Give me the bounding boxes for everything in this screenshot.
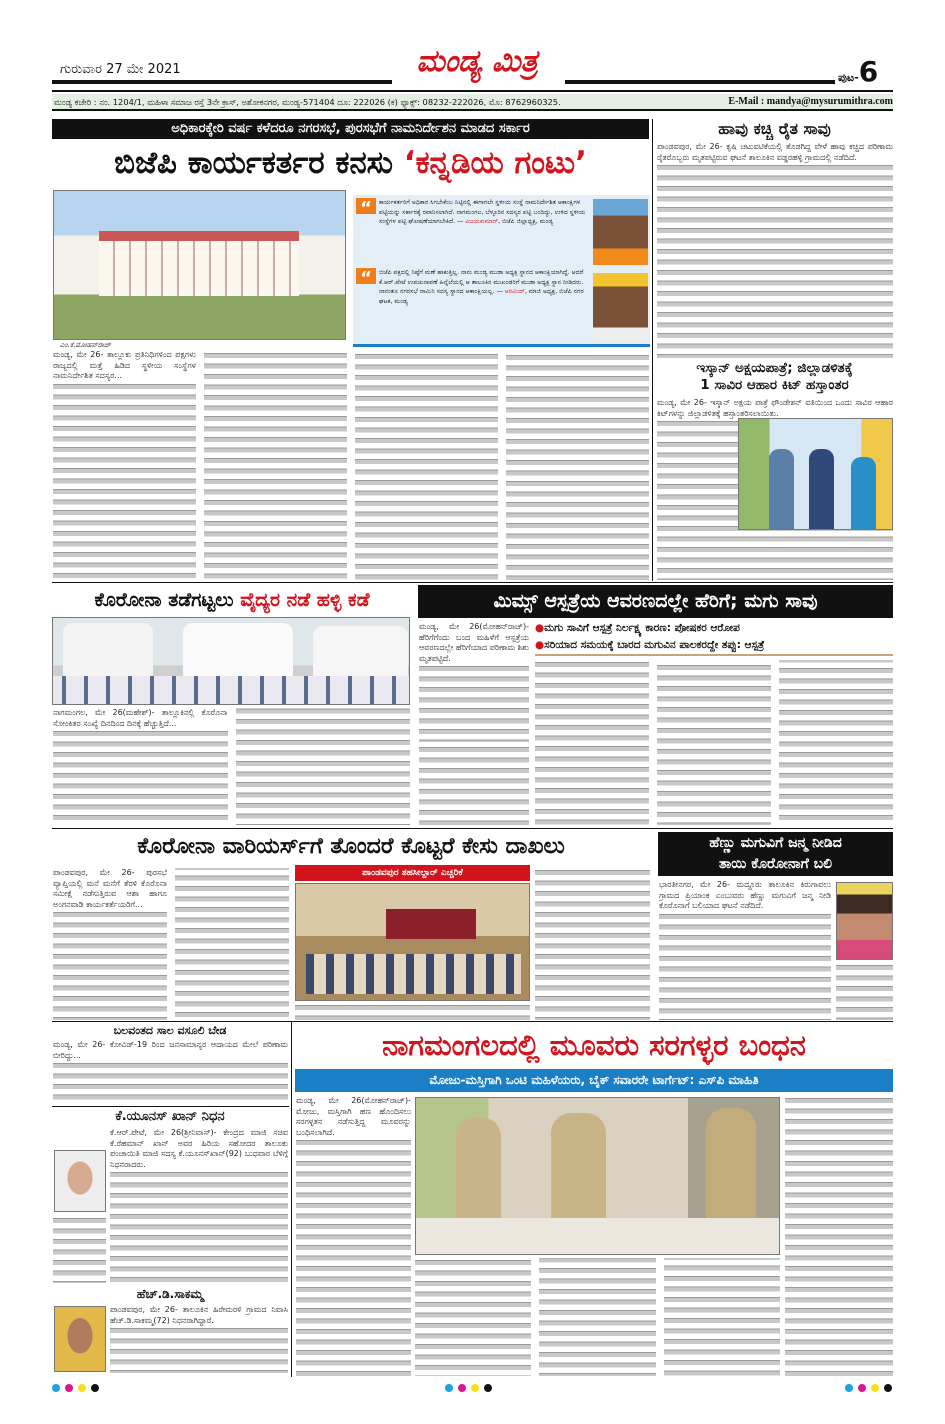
doctors-body: ನಾಗಮಂಗಲ, ಮೇ 26(ಮಹೇಶ್)- ತಾಲ್ಲೂಕಿನಲ್ಲಿ ಕೊರೊನಾ ಸೋಂಕಿತರ ಸಂಖ್ಯೆ ದಿನದಿಂದ ದಿನಕ್ಕೆ ಹೆಚ್ಚುತ್ತಿದೆ... bbox=[53, 708, 410, 825]
page-label-text: ಪುಟ- bbox=[838, 71, 859, 84]
portrait-vijayakumar bbox=[593, 199, 648, 265]
masthead-rule-right bbox=[565, 80, 835, 84]
snake-body: ಪಾಂಡವಪುರ, ಮೇ 26- ಕೃಷಿ ಚಟುವಟಿಕೆಯಲ್ಲಿ ತೊಡಗಿದ್ದ ವೇಳೆ ಹಾವು ಕಚ್ಚಿದ ಪರಿಣಾಮ ರೈತರೊಬ್ಬರು ಮೃತಪಟ್ಟಿರುವ ಘಟನೆ ತಾಲೂಕಿನ ವಡ್ಡರಹಳ್ಳಿ ಗ್ರಾಮದಲ್ಲಿ ನಡೆದಿದೆ. bbox=[657, 142, 893, 358]
registration-marks-center bbox=[445, 1377, 497, 1396]
registration-marks-left bbox=[52, 1377, 104, 1396]
photo-caption: ಎಂ.ಕೆ.ಮೋಹನ್‌ರಾಜ್ bbox=[60, 341, 111, 349]
mother-body: ಭಾರತೀನಗರ, ಮೇ 26- ಮದ್ದೂರು ತಾಲೂಕಿನ ಕಿರುಗಾವಲು ಗ್ರಾಮದ ಪ್ರಿಯಾಂಕ ಎಂಬುವರು ಹೆಣ್ಣು ಮಗುವಿಗೆ ಜನ್ಮ ನೀಡಿ ಕೊರೊನಾಗೆ ಬಲಿಯಾದ ಘಟನೆ ನಡೆದಿದೆ. bbox=[659, 880, 831, 1020]
mims-body-cols bbox=[535, 660, 893, 825]
ambulance-doctors-photo bbox=[52, 617, 410, 705]
yunus-khan-portrait bbox=[54, 1150, 106, 1212]
mims-intro: ಮಂಡ್ಯ, ಮೇ 26(ಮೋಹನ್‌ರಾಜ್)- ಹೆರಿಗೆಗೆಂದು ಬಂದ ಮಹಿಳೆಗೆ ಆಸ್ಪತ್ರೆಯ ಆವರಣದಲ್ಲೇ ಹೆರಿಗೆಯಾದ ಪರಿಣಾಮ ಶಿಶು ಮೃತಪಟ್ಟಿದೆ. bbox=[419, 622, 529, 742]
thieves-headline: ನಾಗಮಂಗಲದಲ್ಲಿ ಮೂವರು ಸರಗಳ್ಳರ ಬಂಧನ bbox=[382, 1028, 806, 1062]
food-kit-handover-photo bbox=[738, 418, 893, 530]
mother-headline bbox=[658, 832, 893, 876]
row-divider bbox=[52, 828, 893, 829]
mims-bullet: ●ಸರಿಯಾದ ಸಮಯಕ್ಕೆ ಬಾರದ ಮಗುವಿನ ಪಾಲಕರದ್ದೇ ತಪ್ಪು: ಆಸ್ಪತ್ರೆ bbox=[535, 639, 765, 651]
municipal-building-photo bbox=[53, 190, 346, 340]
divider bbox=[52, 1106, 289, 1107]
header-divider bbox=[52, 90, 893, 92]
quote-2-text: ಬಿಜೆಪಿ ಪಕ್ಷದಲ್ಲಿ ನಿಷ್ಠೆಗೆ ಮಣೆ ಹಾಕುತ್ತಿಲ್ಲ. ನಾನು ಮಂಡ್ಯ ಮುಡಾ ಅಧ್ಯಕ್ಷ ಸ್ಥಾನದ ಆಕಾಂಕ್ಷಿಯಾಗಿದ್ದೆ. ಆದರೆ ಕೆ.ಆರ್.ಪೇಟೆ ಉಪಚುನಾವಣೆ ಹಿನ್ನೆಲೆಯಲ್ಲಿ ಆ ತಾಲೂಕಿನ ಮುಖಂಡರಿಗೆ ಮುಡಾ ಅಧ್ಯಕ್ಷ ಸ್ಥಾನ ನೀಡಿದರು. ನಾನಂತೂ ನಗರಸಭೆ ನಾಮಿನಿ ಸದಸ್ಯ ಸ್ಥಾನದ ಆಕಾಂಕ್ಷಿಯಲ್ಲ. — ಅರವಿಂದ್, ಮಾಜಿ ಅಧ್ಯಕ್ಷ, ಬಿಜೆಪಿ ನಗರ ಘಟಕ, ಮಂಡ್ಯ bbox=[379, 269, 584, 305]
obit1-body: ಕೆ.ಆರ್.ಪೇಟೆ, ಮೇ 26(ಶ್ರೀನಿವಾಸ್)- ಕೇಂದ್ರದ ಮಾಜಿ ಸಚಿವ ಕೆ.ರೆಹಮಾನ್ ಖಾನ್ ಅವರ ಹಿರಿಯ ಸಹೋದರ ತಾಲೂಕು ಪಂಚಾಯಿತಿ ಮಾಜಿ ಸದಸ್ಯ ಕೆ.ಯೂನಸ್‌ಖಾನ್(92) ಬುಧವಾರ ಬೆಳಿಗ್ಗೆ ನಿಧನರಾದರು. bbox=[110, 1128, 288, 1283]
mims-body bbox=[419, 745, 529, 825]
quote-1-text: ಕಾರ್ಯಕರ್ತರಿಗೆ ಅಧಿಕಾರ ಸಿಗಬೇಕೆಂಬ ನಿಟ್ಟಿನಲ್ಲಿ ಈಗಾಗಲೇ ಸ್ಥಳೀಯ ಸಂಸ್ಥೆ ನಾಮನಿರ್ದೇಶಿತ ಆಕಾಂಕ್ಷಿಗಳ ಪಟ್ಟಿಯನ್ನು ಸರ್ಕಾರಕ್ಕೆ ರವಾನಿಸಲಾಗಿದೆ. ನಾಗಮಂಗಲ, ಬೆಳ್ಳೂರಿನ ಸದಸ್ಯರ ಪಟ್ಟಿ ಬಂದಿದ್ದು, ಉಳಿದ ಸ್ಥಳೀಯ ಸಂಸ್ಥೆಗಳ ಪಟ್ಟಿ ಘೋಷಣೆಯಾಗಬೇಕಿದೆ. — ವಿಜಯಕುಮಾರ್, ಬಿಜೆಪಿ ಜಿಲ್ಲಾಧ್ಯಕ್ಷ, ಮಂಡ್ಯ bbox=[379, 199, 586, 225]
meeting-photo bbox=[295, 883, 530, 1001]
quotes-box bbox=[353, 195, 650, 347]
obit1-headline: ಕೆ.ಯೂನಸ್ ಖಾನ್ ನಿಧನ bbox=[115, 1109, 225, 1124]
snake-headline: ಹಾವು ಕಚ್ಚಿ ರೈತ ಸಾವು bbox=[718, 119, 831, 138]
loan-headline: ಬಲವಂತದ ಸಾಲ ವಸೂಲಿ ಬೇಡ bbox=[113, 1024, 227, 1037]
obit2-body: ಪಾಂಡವಪುರ, ಮೇ 26- ತಾಲೂಕಿನ ಹಿರೇಮರಳಿ ಗ್ರಾಮದ ನಿವಾಸಿ ಹೆಚ್.ಡಿ.ಸಾಕಮ್ಮ(72) ನಿಧನರಾಗಿದ್ದಾರೆ. bbox=[110, 1305, 288, 1373]
mims-headline: ಮಿಮ್ಸ್ ಆಸ್ಪತ್ರೆಯ ಆವರಣದಲ್ಲೇ ಹೆರಿಗೆ; ಮಗು ಸಾವು bbox=[418, 585, 893, 618]
iskcon-headline bbox=[656, 360, 893, 394]
email-address[interactable]: E-Mail : mandya@mysurumithra.com bbox=[728, 96, 893, 107]
masthead-date: ಗುರುವಾರ 27 ಮೇ 2021 bbox=[60, 62, 181, 77]
mother-headline-line2: ತಾಯಿ ಕೊರೋನಾಗೆ ಬಲಿ bbox=[718, 856, 833, 872]
mims-bullet: ●ಮಗು ಸಾವಿಗೆ ಆಸ್ಪತ್ರೆ ನಿರ್ಲಕ್ಷ್ಯ ಕಾರಣ: ಪೋಷಕರ ಆರೋಪ bbox=[535, 622, 740, 634]
mother-headline-line1: ಹೆಣ್ಣು ಮಗುವಿಗೆ ಜನ್ಮ ನೀಡಿದ bbox=[709, 835, 842, 851]
column-rule bbox=[652, 119, 653, 581]
portrait-aravind bbox=[593, 273, 648, 341]
lead-headline bbox=[52, 140, 649, 186]
sakamma-portrait bbox=[54, 1306, 106, 1372]
row-divider bbox=[52, 582, 893, 583]
police-press-meet-photo bbox=[415, 1097, 780, 1255]
masthead-rule-left bbox=[52, 80, 392, 84]
office-address: ಮಂಡ್ಯ ಕಚೇರಿ : ನಂ. 1204/1, ಮಹಿಳಾ ಸಮಾಜ ರಸ್ತೆ 3ನೇ ಕ್ರಾಸ್, ಅಶೋಕನಗರ, ಮಂಡ್ಯ-571404 ದೂ: 222026 (ಕ) ಫ್ಯಾಕ್ಸ್: 08232-222026, ಮೊ: 8762960325. bbox=[54, 97, 561, 107]
warriors-photo-caption bbox=[295, 1003, 530, 1020]
lead-headline-red: ‘ಕನ್ನಡಿಯ ಗಂಟು’ bbox=[403, 145, 587, 181]
mims-bullets bbox=[535, 620, 893, 656]
tahsildar-label: ಪಾಂಡವಪುರ ತಹಸೀಲ್ದಾರ್ ಎಚ್ಚರಿಕೆ bbox=[295, 865, 530, 881]
obit1-body-below-photo bbox=[53, 1216, 106, 1283]
doctors-headline bbox=[52, 584, 412, 616]
column-rule bbox=[291, 1022, 292, 1377]
loan-body: ಮಂಡ್ಯ, ಮೇ 26- ಕೋವಿಡ್-19 ರಿಂದ ಜನಸಾಮಾನ್ಯರ ಆದಾಯದ ಮೇಲೆ ಪರಿಣಾಮ ಬೀರಿದ್ದು... bbox=[53, 1040, 288, 1104]
address-bar bbox=[52, 94, 893, 111]
thieves-subhead: ಮೋಜು-ಮಸ್ತಿಗಾಗಿ ಒಂಟಿ ಮಹಿಳೆಯರು, ಬೈಕ್ ಸವಾರರೇ ಟಾರ್ಗೆಟ್: ಎಸ್‌ಪಿ ಮಾಹಿತಿ bbox=[295, 1069, 893, 1092]
iskcon-headline-line2: 1 ಸಾವಿರ ಆಹಾರ ಕಿಟ್ ಹಸ್ತಾಂತರ bbox=[700, 377, 849, 393]
page-number: 6 bbox=[858, 55, 879, 88]
page-label bbox=[838, 55, 878, 88]
iskcon-body: ಮಂಡ್ಯ, ಮೇ 26- ಇಸ್ಕಾನ್ ಅಕ್ಷಯ ಪಾತ್ರೆ ಫೌಂಡೇಶನ್ ವತಿಯಿಂದ ಒಂದು ಸಾವಿರ ಆಹಾರ ಕಿಟ್‌ಗಳನ್ನು ಜಿಲ್ಲಾಡಳಿತಕ್ಕೆ ಹಸ್ತಾಂತರಿಸಲಾಯಿತು. bbox=[657, 398, 893, 580]
iskcon-headline-line1: ಇಸ್ಕಾನ್ ಅಕ್ಷಯಪಾತ್ರೆ; ಜಿಲ್ಲಾಡಳಿತಕ್ಕೆ bbox=[696, 360, 853, 376]
mother-portrait bbox=[836, 882, 893, 960]
masthead-logo[interactable]: ಮಂಡ್ಯ ಮಿತ್ರ bbox=[416, 44, 538, 79]
quote-mark-icon: “ bbox=[356, 268, 376, 284]
thieves-body-right bbox=[785, 1096, 893, 1376]
lead-headline-black: ಬಿಜೆಪಿ ಕಾರ್ಯಕರ್ತರ ಕನಸು bbox=[114, 145, 404, 181]
warriors-body-right bbox=[535, 868, 650, 1020]
warriors-headline: ಕೊರೋನಾ ವಾರಿಯರ್ಸ್‌ಗೆ ತೊಂದರೆ ಕೊಟ್ಟರೆ ಕೇಸು ದಾಖಲು bbox=[137, 834, 565, 859]
lead-body: ಮಂಡ್ಯ, ಮೇ 26- ತಾಲ್ಲೂಕು ಪ್ರತಿನಿಧಿಗಳಿಂದ ಪಕ್ಷಗಳು ರಾಜ್ಯದಲ್ಲಿ ಮತ್ತೆ ಹಿಡಿದ ಸ್ಥಳೀಯ ಸಂಸ್ಥೆಗಳ ನಾಮನಿರ್ದೇಶಿತ ಸದಸ್ಯರ... bbox=[53, 350, 649, 580]
doctors-headline-black: ಕೊರೋನಾ ತಡೆಗಟ್ಟಲು bbox=[94, 589, 241, 611]
quote-mark-icon: “ bbox=[356, 198, 376, 214]
thieves-body-mid bbox=[415, 1258, 780, 1376]
thieves-body-left: ಮಂಡ್ಯ, ಮೇ 26(ಮೋಹನ್‌ರಾಜ್)- ಮೋಜು, ಮಸ್ತಿಗಾಗಿ ಹಣ ಹೊಂದಿಸಲು ಸರಗಳ್ಳತನ ನಡೆಸುತ್ತಿದ್ದ ಮೂವರನ್ನು ಬಂಧಿಸಲಾಗಿದೆ. bbox=[296, 1096, 411, 1376]
doctors-headline-red: ವೈದ್ಯರ ನಡೆ ಹಳ್ಳಿ ಕಡೆ bbox=[240, 589, 370, 611]
lead-kicker: ಅಧಿಕಾರಕ್ಕೇರಿ ವರ್ಷ ಕಳೆದರೂ ನಗರಸಭೆ, ಪುರಸಭೆಗೆ ನಾಮನಿರ್ದೇಶನ ಮಾಡದ ಸರ್ಕಾರ bbox=[52, 119, 649, 139]
obit2-headline: ಹೆಚ್.ಡಿ.ಸಾಕಮ್ಮ bbox=[136, 1287, 204, 1301]
mother-body-below-photo bbox=[836, 963, 893, 1020]
warriors-body: ಪಾಂಡವಪುರ, ಮೇ 26- ಪುರಸಭೆ ವ್ಯಾಪ್ತಿಯಲ್ಲಿ ಮನೆ ಮನೆಗೆ ತೆರಳಿ ಕೊರೊನಾ ಸಮೀಕ್ಷೆ ನಡೆಸುತ್ತಿರುವ ಆಶಾ ಹಾಗೂ ಅಂಗನವಾಡಿ ಕಾರ್ಯಕರ್ತೆಯರಿಗೆ... bbox=[53, 868, 289, 1020]
registration-marks-right bbox=[845, 1377, 897, 1396]
